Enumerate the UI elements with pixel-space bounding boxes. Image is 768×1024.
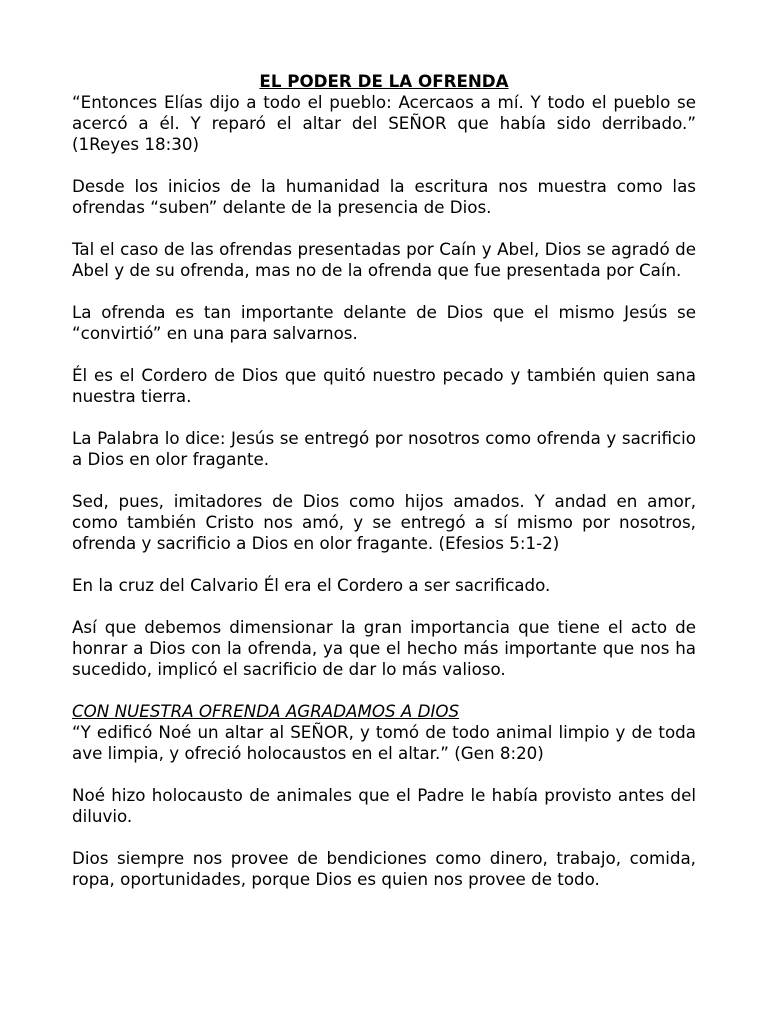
section-quote: “Y edificó Noé un altar al SEÑOR, y tomó de todo animal limpio y de toda ave limpia, y ofreció holocaustos en el altar.” (Gen 8:20) — [72, 722, 696, 763]
intro-quote: “Entonces Elías dijo a todo el pueblo: Acercaos a mí. Y todo el pueblo se acercó a él. Y reparó el altar del SEÑOR que había sido derribado.” (1Reyes 18:30) — [72, 92, 696, 154]
section-heading: CON NUESTRA OFRENDA AGRADAMOS A DIOS — [72, 701, 460, 721]
paragraph: La ofrenda es tan importante delante de Dios que el mismo Jesús se “convirtió” en una para salvarnos. — [72, 302, 696, 343]
paragraph: Desde los inicios de la humanidad la escritura nos muestra como las ofrendas “suben” delante de la presencia de Dios. — [72, 176, 696, 217]
paragraph: Dios siempre nos provee de bendiciones como dinero, trabajo, comida, ropa, oportunidades, porque Dios es quien nos provee de todo. — [72, 848, 696, 889]
paragraph: La Palabra lo dice: Jesús se entregó por nosotros como ofrenda y sacrificio a Dios en olor fragante. — [72, 428, 696, 469]
paragraph: Él es el Cordero de Dios que quitó nuestro pecado y también quien sana nuestra tierra. — [72, 365, 696, 406]
paragraph: Así que debemos dimensionar la gran importancia que tiene el acto de honrar a Dios con la ofrenda, ya que el hecho más importante que nos ha sucedido, implicó el sacrificio de dar lo más valioso. — [72, 617, 696, 679]
paragraph: En la cruz del Calvario Él era el Cordero a ser sacrificado. — [72, 575, 551, 595]
paragraph: Noé hizo holocausto de animales que el Padre le había provisto antes del diluvio. — [72, 785, 696, 826]
document-page — [72, 71, 696, 890]
document-title: EL PODER DE LA OFRENDA — [259, 71, 509, 91]
paragraph: Tal el caso de las ofrendas presentadas por Caín y Abel, Dios se agradó de Abel y de su ofrenda, mas no de la ofrenda que fue presentada por Caín. — [72, 239, 696, 280]
paragraph: Sed, pues, imitadores de Dios como hijos amados. Y andad en amor, como también Cristo nos amó, y se entregó a sí mismo por nosotros, ofrenda y sacrificio a Dios en olor fragante. (Efesios 5:1-2) — [72, 491, 696, 553]
